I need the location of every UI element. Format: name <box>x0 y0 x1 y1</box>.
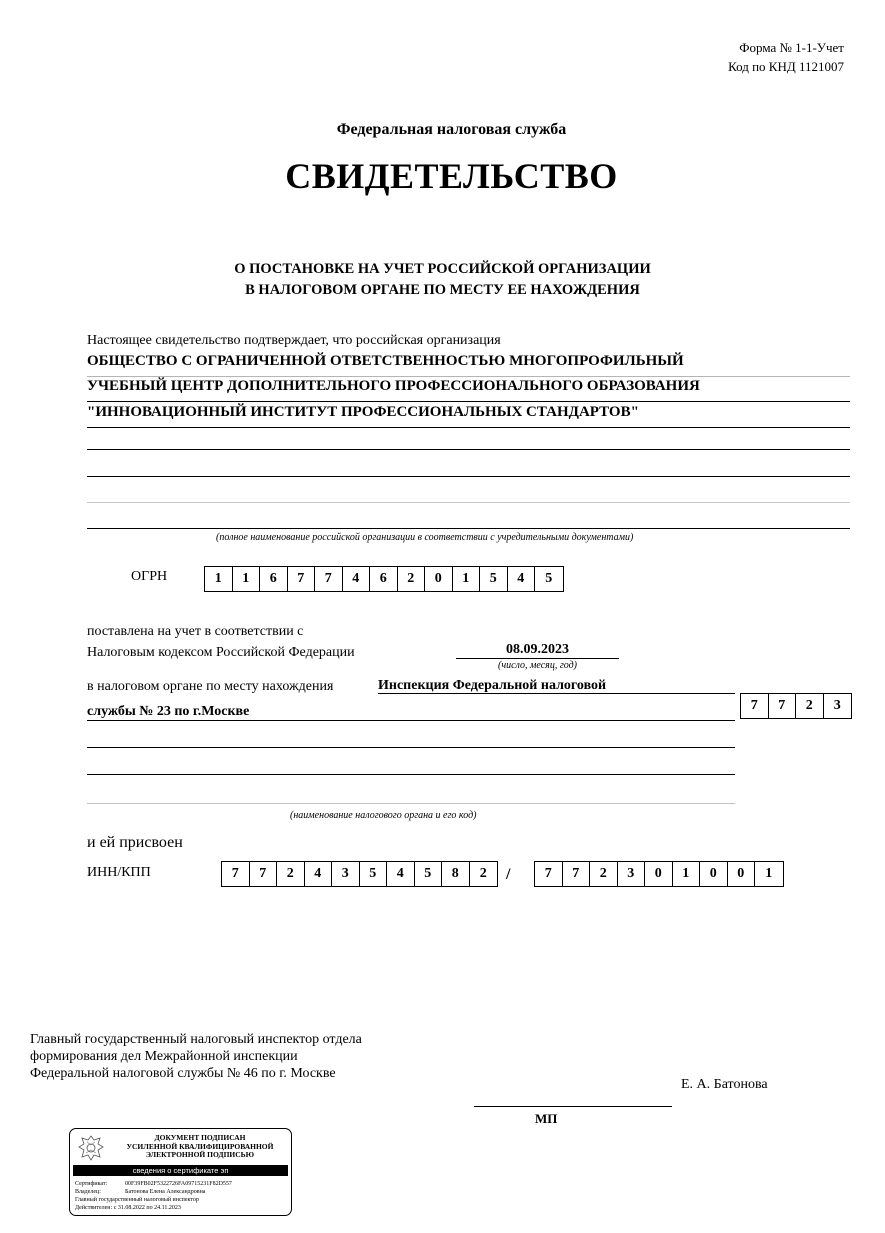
inn-kpp-label: ИНН/КПП <box>87 865 151 880</box>
org-blank-line <box>87 528 850 529</box>
stamp-heading-line-1: ДОКУМЕНТ ПОДПИСАН <box>154 1133 246 1142</box>
kpp-digit: 7 <box>563 862 591 886</box>
ogrn-digit: 7 <box>288 567 316 591</box>
org-blank-line <box>87 449 850 450</box>
inn-digit: 7 <box>222 862 250 886</box>
stamp-owner-row <box>75 1189 205 1196</box>
inn-boxes <box>221 861 498 887</box>
mp-label: МП <box>535 1111 558 1126</box>
stamp-valid-value: с 31.08.2022 по 24.11.2023 <box>113 1205 181 1211</box>
org-blank-line <box>87 476 850 477</box>
signatory-position <box>30 1031 362 1082</box>
tax-authority-code-boxes <box>740 693 852 719</box>
tax-authority-blank-line <box>87 803 735 804</box>
intro-text: Настоящее свидетельство подтверждает, что российская организация <box>87 333 501 348</box>
stamp-owner-label: Владелец: <box>75 1189 101 1195</box>
form-number: Форма № 1-1-Учет <box>739 40 844 55</box>
stamp-heading-line-3: ЭЛЕКТРОННОЙ ПОДПИСЬЮ <box>145 1150 255 1159</box>
kpp-digit: 0 <box>728 862 756 886</box>
ogrn-digit: 5 <box>480 567 508 591</box>
knd-code: Код по КНД 1121007 <box>728 59 844 74</box>
tax-authority-label: в налоговом органе по месту нахождения <box>87 679 334 694</box>
kpp-digit: 7 <box>535 862 563 886</box>
stamp-cert-row <box>75 1181 232 1188</box>
kpp-digit: 1 <box>765 866 773 881</box>
document-title: СВИДЕТЕЛЬСТВО <box>285 156 618 196</box>
inn-digit: 5 <box>360 862 388 886</box>
kpp-digit: 0 <box>700 862 728 886</box>
stamp-cert-bar: сведения о сертификате эп <box>73 1165 288 1176</box>
kpp-digit: 1 <box>673 862 701 886</box>
ogrn-digit: 6 <box>370 567 398 591</box>
tax-authority-name-line-1: Инспекция Федеральной налоговой <box>378 678 735 694</box>
ogrn-digit: 1 <box>233 567 261 591</box>
inn-digit: 2 <box>479 866 487 881</box>
signature-line <box>474 1106 672 1107</box>
e-signature-stamp <box>69 1128 292 1216</box>
tax-code-digit: 3 <box>833 698 841 713</box>
stamp-owner-value: Батонова Елена Александровна <box>125 1189 206 1195</box>
stamp-heading-line-2: УСИЛЕННОЙ КВАЛИФИЦИРОВАННОЙ <box>126 1141 274 1151</box>
tax-authority-name-line-2: службы № 23 по г.Москве <box>87 703 735 721</box>
kpp-digit: 0 <box>645 862 673 886</box>
registration-date: 08.09.2023 <box>456 642 619 659</box>
ogrn-digit: 6 <box>260 567 288 591</box>
stamp-owner-position: Главный государственный налоговый инспектор <box>75 1197 199 1203</box>
ogrn-digit: 7 <box>315 567 343 591</box>
kpp-digit: 2 <box>590 862 618 886</box>
registration-line-1: поставлена на учет в соответствии с <box>87 624 304 639</box>
form-meta <box>728 38 844 76</box>
stamp-cert-value: 00F39FB02F5322726FA09715231F82D557 <box>125 1181 232 1187</box>
inn-digit: 4 <box>387 862 415 886</box>
tax-authority-blank-line <box>87 774 735 775</box>
ogrn-digit: 0 <box>425 567 453 591</box>
subtitle-line-1: О ПОСТАНОВКЕ НА УЧЕТ РОССИЙСКОЙ ОРГАНИЗАЦИИ <box>234 261 651 277</box>
signer-name: Е. А. Батонова <box>681 1077 768 1092</box>
tax-code-digit: 7 <box>769 694 797 718</box>
signatory-position-line-3: Федеральной налоговой службы № 46 по г. Москве <box>30 1066 336 1081</box>
ogrn-digit: 5 <box>545 571 553 586</box>
ogrn-digit: 4 <box>343 567 371 591</box>
org-name-hint: (полное наименование российской организации в соответствии с учредительными документами) <box>216 532 634 543</box>
inn-digit: 7 <box>250 862 278 886</box>
tax-code-digit: 7 <box>741 694 769 718</box>
inn-digit: 8 <box>442 862 470 886</box>
service-name: Федеральная налоговая служба <box>336 121 567 138</box>
stamp-valid-row <box>75 1205 181 1212</box>
document-subtitle <box>0 259 885 301</box>
coat-of-arms-icon <box>76 1133 106 1163</box>
assigned-text: и ей присвоен <box>87 834 183 851</box>
tax-authority-hint: (наименование налогового органа и его код) <box>290 810 477 821</box>
tax-authority-blank-line <box>87 747 735 748</box>
kpp-digit: 3 <box>618 862 646 886</box>
stamp-heading <box>110 1134 290 1160</box>
org-name-line-2: УЧЕБНЫЙ ЦЕНТР ДОПОЛНИТЕЛЬНОГО ПРОФЕССИОНАЛЬНОГО ОБРАЗОВАНИЯ <box>87 376 850 402</box>
ogrn-digit: 1 <box>453 567 481 591</box>
org-name-line-1: ОБЩЕСТВО С ОГРАНИЧЕННОЙ ОТВЕТСТВЕННОСТЬЮ МНОГОПРОФИЛЬНЫЙ <box>87 351 850 377</box>
stamp-valid-label: Действителен: <box>75 1205 113 1211</box>
subtitle-line-2: В НАЛОГОВОМ ОРГАНЕ ПО МЕСТУ ЕЕ НАХОЖДЕНИЯ <box>245 282 640 298</box>
org-name-line-3: "ИННОВАЦИОННЫЙ ИНСТИТУТ ПРОФЕССИОНАЛЬНЫХ СТАНДАРТОВ" <box>87 402 850 428</box>
inn-digit: 3 <box>332 862 360 886</box>
ogrn-digit: 4 <box>508 567 536 591</box>
ogrn-boxes <box>204 566 564 592</box>
inn-kpp-separator: / <box>506 866 511 883</box>
registration-line-2: Налоговым кодексом Российской Федерации <box>87 645 355 660</box>
org-blank-line <box>87 502 850 503</box>
ogrn-label: ОГРН <box>131 569 168 584</box>
stamp-cert-label: Сертификат: <box>75 1181 108 1187</box>
ogrn-digit: 1 <box>205 567 233 591</box>
inn-digit: 4 <box>305 862 333 886</box>
kpp-boxes <box>534 861 784 887</box>
signatory-position-line-2: формирования дел Межрайонной инспекции <box>30 1049 298 1064</box>
inn-digit: 5 <box>415 862 443 886</box>
signatory-position-line-1: Главный государственный налоговый инспектор отдела <box>30 1032 362 1047</box>
ogrn-digit: 2 <box>398 567 426 591</box>
tax-code-digit: 2 <box>796 694 824 718</box>
inn-digit: 2 <box>277 862 305 886</box>
date-hint: (число, месяц, год) <box>498 660 577 671</box>
